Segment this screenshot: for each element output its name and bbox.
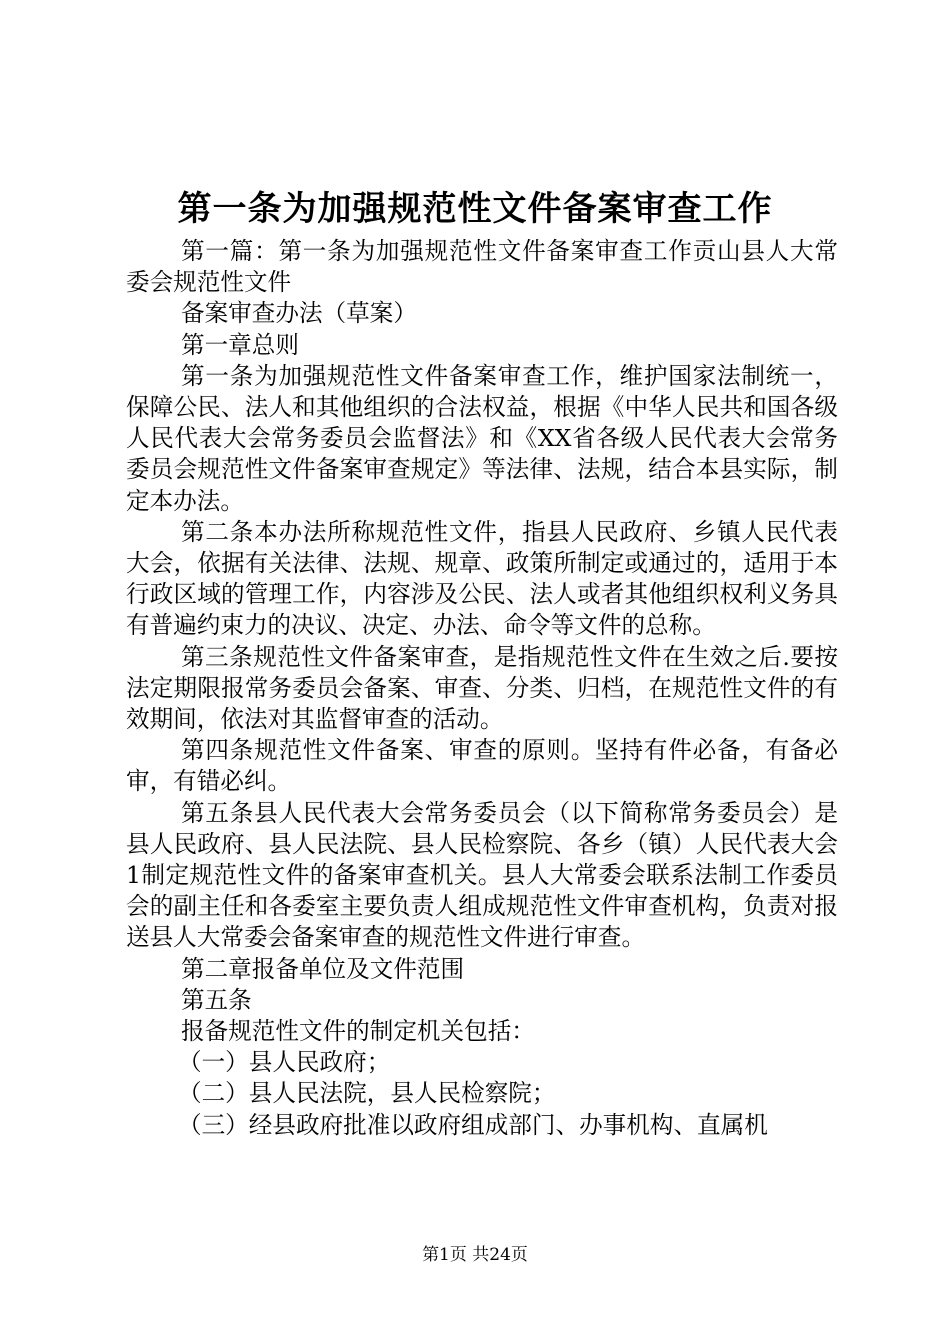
paragraph-intro: 第一篇：第一条为加强规范性文件备案审查工作贡山县人大常委会规范性文件 [126,237,838,297]
document-body [126,236,838,1141]
chapter-heading-2: 第二章报备单位及文件范围 [181,954,465,983]
article-5: 第五条县人民代表大会常务委员会（以下简称常务委员会）是县人民政府、县人民法院、县人民检察院、各乡（镇）人民代表大会1制定规范性文件的备案审查机关。县人大常委会联系法制工作委员会的副主任和各委室主要负责人组成规范性文件审查机构，负责对报送县人大常委会备案审查的规范性文件进行审查。 [126,798,838,952]
article-3: 第三条规范性文件备案审查，是指规范性文件在生效之后.要按法定期限报常务委员会备案、审查、分类、归档，在规范性文件的有效期间，依法对其监督审查的活动。 [126,642,838,734]
list-intro: 报备规范性文件的制定机关包括： [181,1017,535,1046]
article-5-heading: 第五条 [181,985,252,1014]
chapter-heading-1: 第一章总则 [181,330,299,359]
article-4: 第四条规范性文件备案、审查的原则。坚持有件必备，有备必审，有错必纠。 [126,736,838,796]
article-2: 第二条本办法所称规范性文件，指县人民政府、乡镇人民代表大会，依据有关法律、法规、规章、政策所制定或通过的，适用于本行政区域的管理工作，内容涉及公民、法人或者其他组织权利义务具有普遍约束力的决议、决定、办法、命令等文件的总称。 [126,517,838,640]
article-1: 第一条为加强规范性文件备案审查工作，维护国家法制统一，保障公民、法人和其他组织的合法权益，根据《中华人民共和国各级人民代表大会常务委员会监督法》和《XX省各级人民代表大会常务委员会规范性文件备案审查规定》等法律、法规，结合本县实际，制定本办法。 [126,361,838,515]
list-item-1: （一）县人民政府； [178,1048,391,1077]
list-item-2: （二）县人民法院，县人民检察院； [178,1079,556,1108]
page-number: 第1页 共24页 [422,1245,528,1265]
document-title: 第一条为加强规范性文件备案审查工作 [177,189,773,229]
list-item-3: （三）经县政府批准以政府组成部门、办事机构、直属机 [178,1110,768,1139]
paragraph-subtitle: 备案审查办法（草案） [181,299,417,328]
